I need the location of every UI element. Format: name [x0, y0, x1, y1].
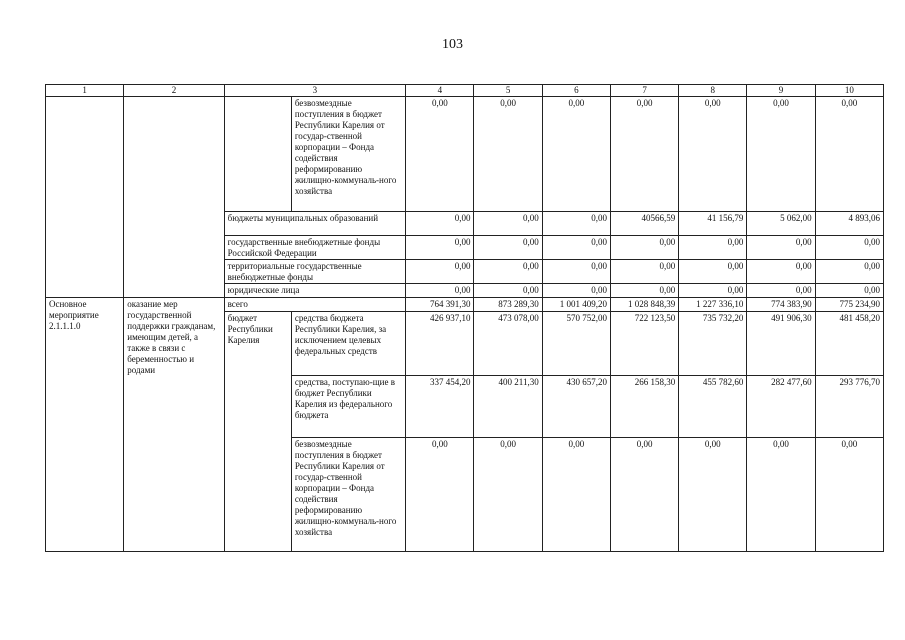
page-number: 103	[442, 37, 463, 52]
value-cell: 0,00	[815, 284, 883, 298]
header-cell: 1	[46, 85, 124, 97]
value-cell: 430 657,20	[542, 376, 610, 438]
value-cell: 0,00	[815, 260, 883, 284]
header-cell: 2	[124, 85, 224, 97]
value-cell: 0,00	[679, 284, 747, 298]
value-cell: 0,00	[679, 260, 747, 284]
value-cell: 0,00	[542, 260, 610, 284]
value-cell: 0,00	[610, 97, 678, 212]
value-cell: 0,00	[747, 260, 815, 284]
value-cell: 41 156,79	[679, 212, 747, 236]
value-cell: 0,00	[747, 97, 815, 212]
value-cell: 775 234,90	[815, 298, 883, 312]
budget-table	[45, 84, 884, 552]
header-cell: 10	[815, 85, 883, 97]
value-cell: 0,00	[406, 260, 474, 284]
value-cell: 0,00	[610, 284, 678, 298]
value-cell: 0,00	[542, 284, 610, 298]
funding-source: средства бюджета Республики Карелия, за исключением целевых федеральных средств	[291, 312, 405, 376]
value-cell: 0,00	[474, 438, 542, 552]
empty-cell	[224, 97, 291, 212]
value-cell: 0,00	[747, 236, 815, 260]
value-cell: 481 458,20	[815, 312, 883, 376]
value-cell: 491 906,30	[747, 312, 815, 376]
funding-label: территориальные государственные внебюджетные фонды	[224, 260, 406, 284]
header-cell: 9	[747, 85, 815, 97]
value-cell: 0,00	[474, 97, 542, 212]
value-cell: 0,00	[679, 438, 747, 552]
value-cell: 0,00	[610, 236, 678, 260]
value-cell: 0,00	[679, 236, 747, 260]
value-cell: 735 732,20	[679, 312, 747, 376]
budget-group: бюджет Республики Карелия	[224, 312, 291, 552]
value-cell: 0,00	[474, 284, 542, 298]
value-cell: 337 454,20	[406, 376, 474, 438]
value-cell: 426 937,10	[406, 312, 474, 376]
funding-label: государственные внебюджетные фонды Российской Федерации	[224, 236, 406, 260]
value-cell: 1 227 336,10	[679, 298, 747, 312]
value-cell: 0,00	[542, 236, 610, 260]
table-row	[46, 298, 884, 312]
value-cell: 0,00	[542, 97, 610, 212]
empty-cell	[46, 97, 124, 298]
value-cell: 0,00	[747, 284, 815, 298]
funding-label: всего	[224, 298, 406, 312]
header-row	[46, 85, 884, 97]
value-cell: 293 776,70	[815, 376, 883, 438]
header-cell: 6	[542, 85, 610, 97]
value-cell: 0,00	[406, 438, 474, 552]
value-cell: 570 752,00	[542, 312, 610, 376]
funding-label: бюджеты муниципальных образований	[224, 212, 406, 236]
header-cell: 3	[224, 85, 406, 97]
value-cell: 0,00	[679, 97, 747, 212]
header-cell: 5	[474, 85, 542, 97]
header-cell: 7	[610, 85, 678, 97]
value-cell: 0,00	[474, 212, 542, 236]
value-cell: 5 062,00	[747, 212, 815, 236]
event-name: оказание мер государственной поддержки гражданам, имеющим детей, а также в связи с беременностью и родами	[124, 298, 224, 552]
value-cell: 722 123,50	[610, 312, 678, 376]
value-cell: 0,00	[815, 438, 883, 552]
value-cell: 774 383,90	[747, 298, 815, 312]
value-cell: 0,00	[474, 236, 542, 260]
value-cell: 0,00	[542, 438, 610, 552]
header-cell: 4	[406, 85, 474, 97]
funding-source: безвозмездные поступления в бюджет Республики Карелия от государ-ственной корпорации – Фонда содействия реформированию жилищно-коммуналь-ного хозяйства	[291, 97, 405, 212]
value-cell: 1 028 848,39	[610, 298, 678, 312]
value-cell: 764 391,30	[406, 298, 474, 312]
value-cell: 0,00	[406, 284, 474, 298]
value-cell: 0,00	[406, 97, 474, 212]
value-cell: 0,00	[610, 438, 678, 552]
funding-label: юридические лица	[224, 284, 406, 298]
value-cell: 40566,59	[610, 212, 678, 236]
value-cell: 0,00	[815, 236, 883, 260]
value-cell: 0,00	[406, 236, 474, 260]
value-cell: 0,00	[406, 212, 474, 236]
value-cell: 455 782,60	[679, 376, 747, 438]
value-cell: 1 001 409,20	[542, 298, 610, 312]
event-code: Основное мероприятие 2.1.1.1.0	[46, 298, 124, 552]
value-cell: 0,00	[747, 438, 815, 552]
value-cell: 266 158,30	[610, 376, 678, 438]
value-cell: 873 289,30	[474, 298, 542, 312]
funding-source: безвозмездные поступления в бюджет Республики Карелия от государ-ственной корпорации – Фонда содействия реформированию жилищно-коммуналь-ного хозяйства	[291, 438, 405, 552]
value-cell: 4 893,06	[815, 212, 883, 236]
value-cell: 282 477,60	[747, 376, 815, 438]
empty-cell	[124, 97, 224, 298]
value-cell: 400 211,30	[474, 376, 542, 438]
value-cell: 473 078,00	[474, 312, 542, 376]
funding-source: средства, поступаю-щие в бюджет Республики Карелия из федерального бюджета	[291, 376, 405, 438]
table-row	[46, 97, 884, 212]
value-cell: 0,00	[815, 97, 883, 212]
value-cell: 0,00	[610, 260, 678, 284]
value-cell: 0,00	[542, 212, 610, 236]
header-cell: 8	[679, 85, 747, 97]
value-cell: 0,00	[474, 260, 542, 284]
